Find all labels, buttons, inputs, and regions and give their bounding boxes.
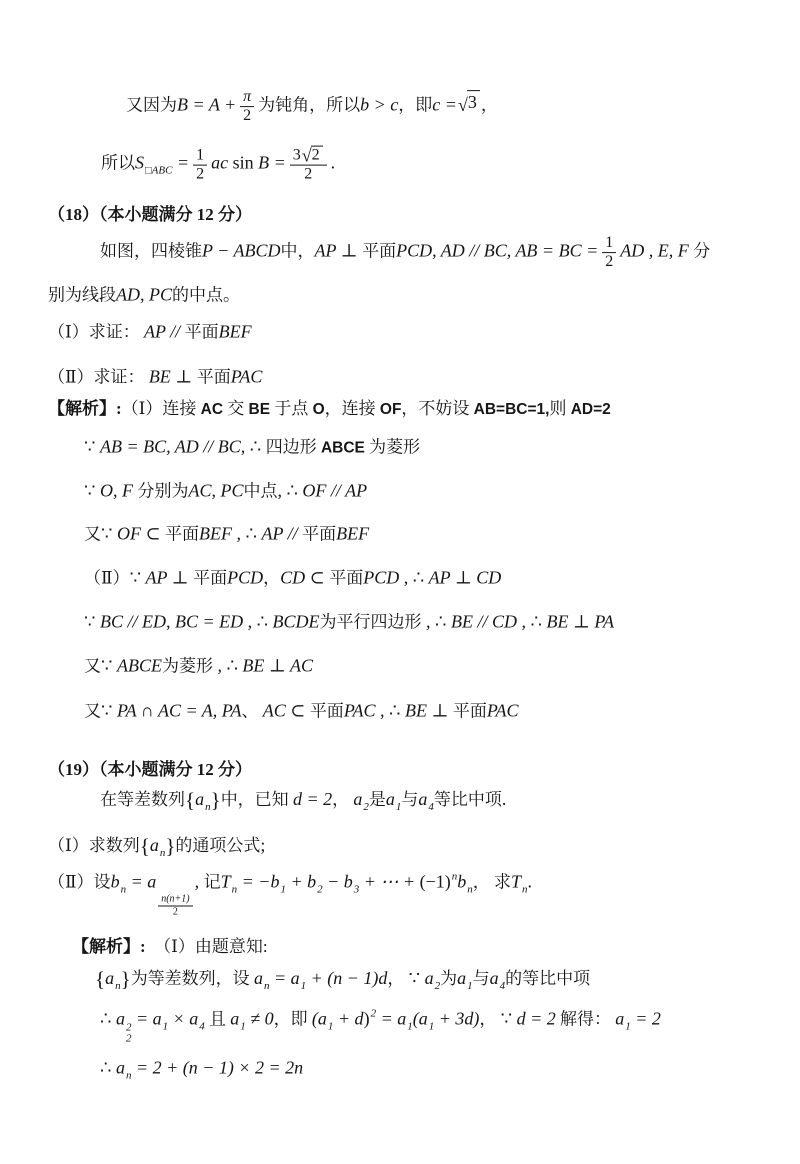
text-line-20: 【解析】: （Ⅰ）由题意知:	[72, 937, 268, 956]
text-line-3: （18）（本小题满分 12 分）	[48, 205, 252, 224]
text-line-7: （Ⅱ）求证： BE ⊥ 平面PAC	[48, 366, 263, 387]
text-line-2: 所以$S_{□ABC}$ = $\frac{1}{2}$ ac sin B = 3 √ 2 2 .	[101, 145, 336, 183]
text-line-5: 别为线段AD, PC的中点。	[48, 284, 240, 305]
text-line-1: 又因为B = A + $\frac{\pi}{2}$ 为钝角，所以b > c，即c = √ 3 ，	[126, 88, 498, 125]
text-line-13: ∵ BC // ED, BC = ED , ∴ BCDE为平行四边形 , ∴ BE // CD , ∴ BE ⊥ PA	[84, 611, 615, 632]
text-line-6: （Ⅰ）求证： AP // 平面BEF	[48, 321, 252, 342]
text-line-19: （Ⅱ）设$b_n = a$ $\frac{n(n+1)}{2}$ , 记$T_n = -b_1 + b_2 - b_3$ + ⋯ + $(-1)^nb_n$， 求$T_n$.	[48, 870, 532, 917]
text-line-14: 又∵ ABCE为菱形 , ∴ BE ⊥ AC	[84, 655, 313, 676]
text-line-21: $\{a_n\}$为等差数列，设 $a_n = a_1 + (n - 1)d$， ∵ $a_2$为$a_1$与$a_4$的等比中项	[95, 967, 591, 993]
text-line-12: （Ⅱ）∵ AP ⊥ 平面PCD，CD ⊂ 平面PCD , ∴ AP ⊥ CD	[84, 567, 502, 588]
text-line-11: 又∵ OF ⊂ 平面BEF , ∴ AP // 平面BEF	[84, 523, 370, 544]
text-line-18: （Ⅰ）求数列$\{a_n\}$的通项公式;	[48, 834, 266, 860]
text-line-4: 如图，四棱锥P − ABCD中，AP ⊥ 平面PCD, AD // BC, AB = BC = $\frac{1}{2}$ AD , E, F 分	[100, 234, 711, 271]
text-line-15: 又∵ PA ∩ AC = A, PA、 AC ⊂ 平面PAC , ∴ BE ⊥ 平面PAC	[84, 700, 519, 721]
text-line-9: ∵ AB = BC, AD // BC, ∴ 四边形 ABCE 为菱形	[84, 436, 421, 457]
text-line-8: 【解析】:（Ⅰ）连接 AC 交 BE 于点 O，连接 OF，不妨设 AB=BC=1,则 AD=2	[48, 399, 611, 418]
text-line-23: ∴ $a_n = 2 + (n - 1) \times 2 = 2n$	[100, 1057, 304, 1082]
text-line-10: ∵ O, F 分别为AC, PC中点, ∴ OF // AP	[84, 480, 368, 501]
text-line-16: （19）（本小题满分 12 分）	[48, 760, 252, 779]
text-line-17: 在等差数列$\{a_n\}$中，已知 d = 2， $a_2$是$a_1$与$a_4$等比中项.	[100, 788, 507, 814]
text-line-22: ∴ a 2 2 = $a_1 \times a_4$ 且 $a_1 \ne 0$，即 $(a_1 + d)^2 = a_1(a_1 + 3d)$， ∵ d = 2 解得： $a_1 = 2$	[100, 1007, 661, 1045]
